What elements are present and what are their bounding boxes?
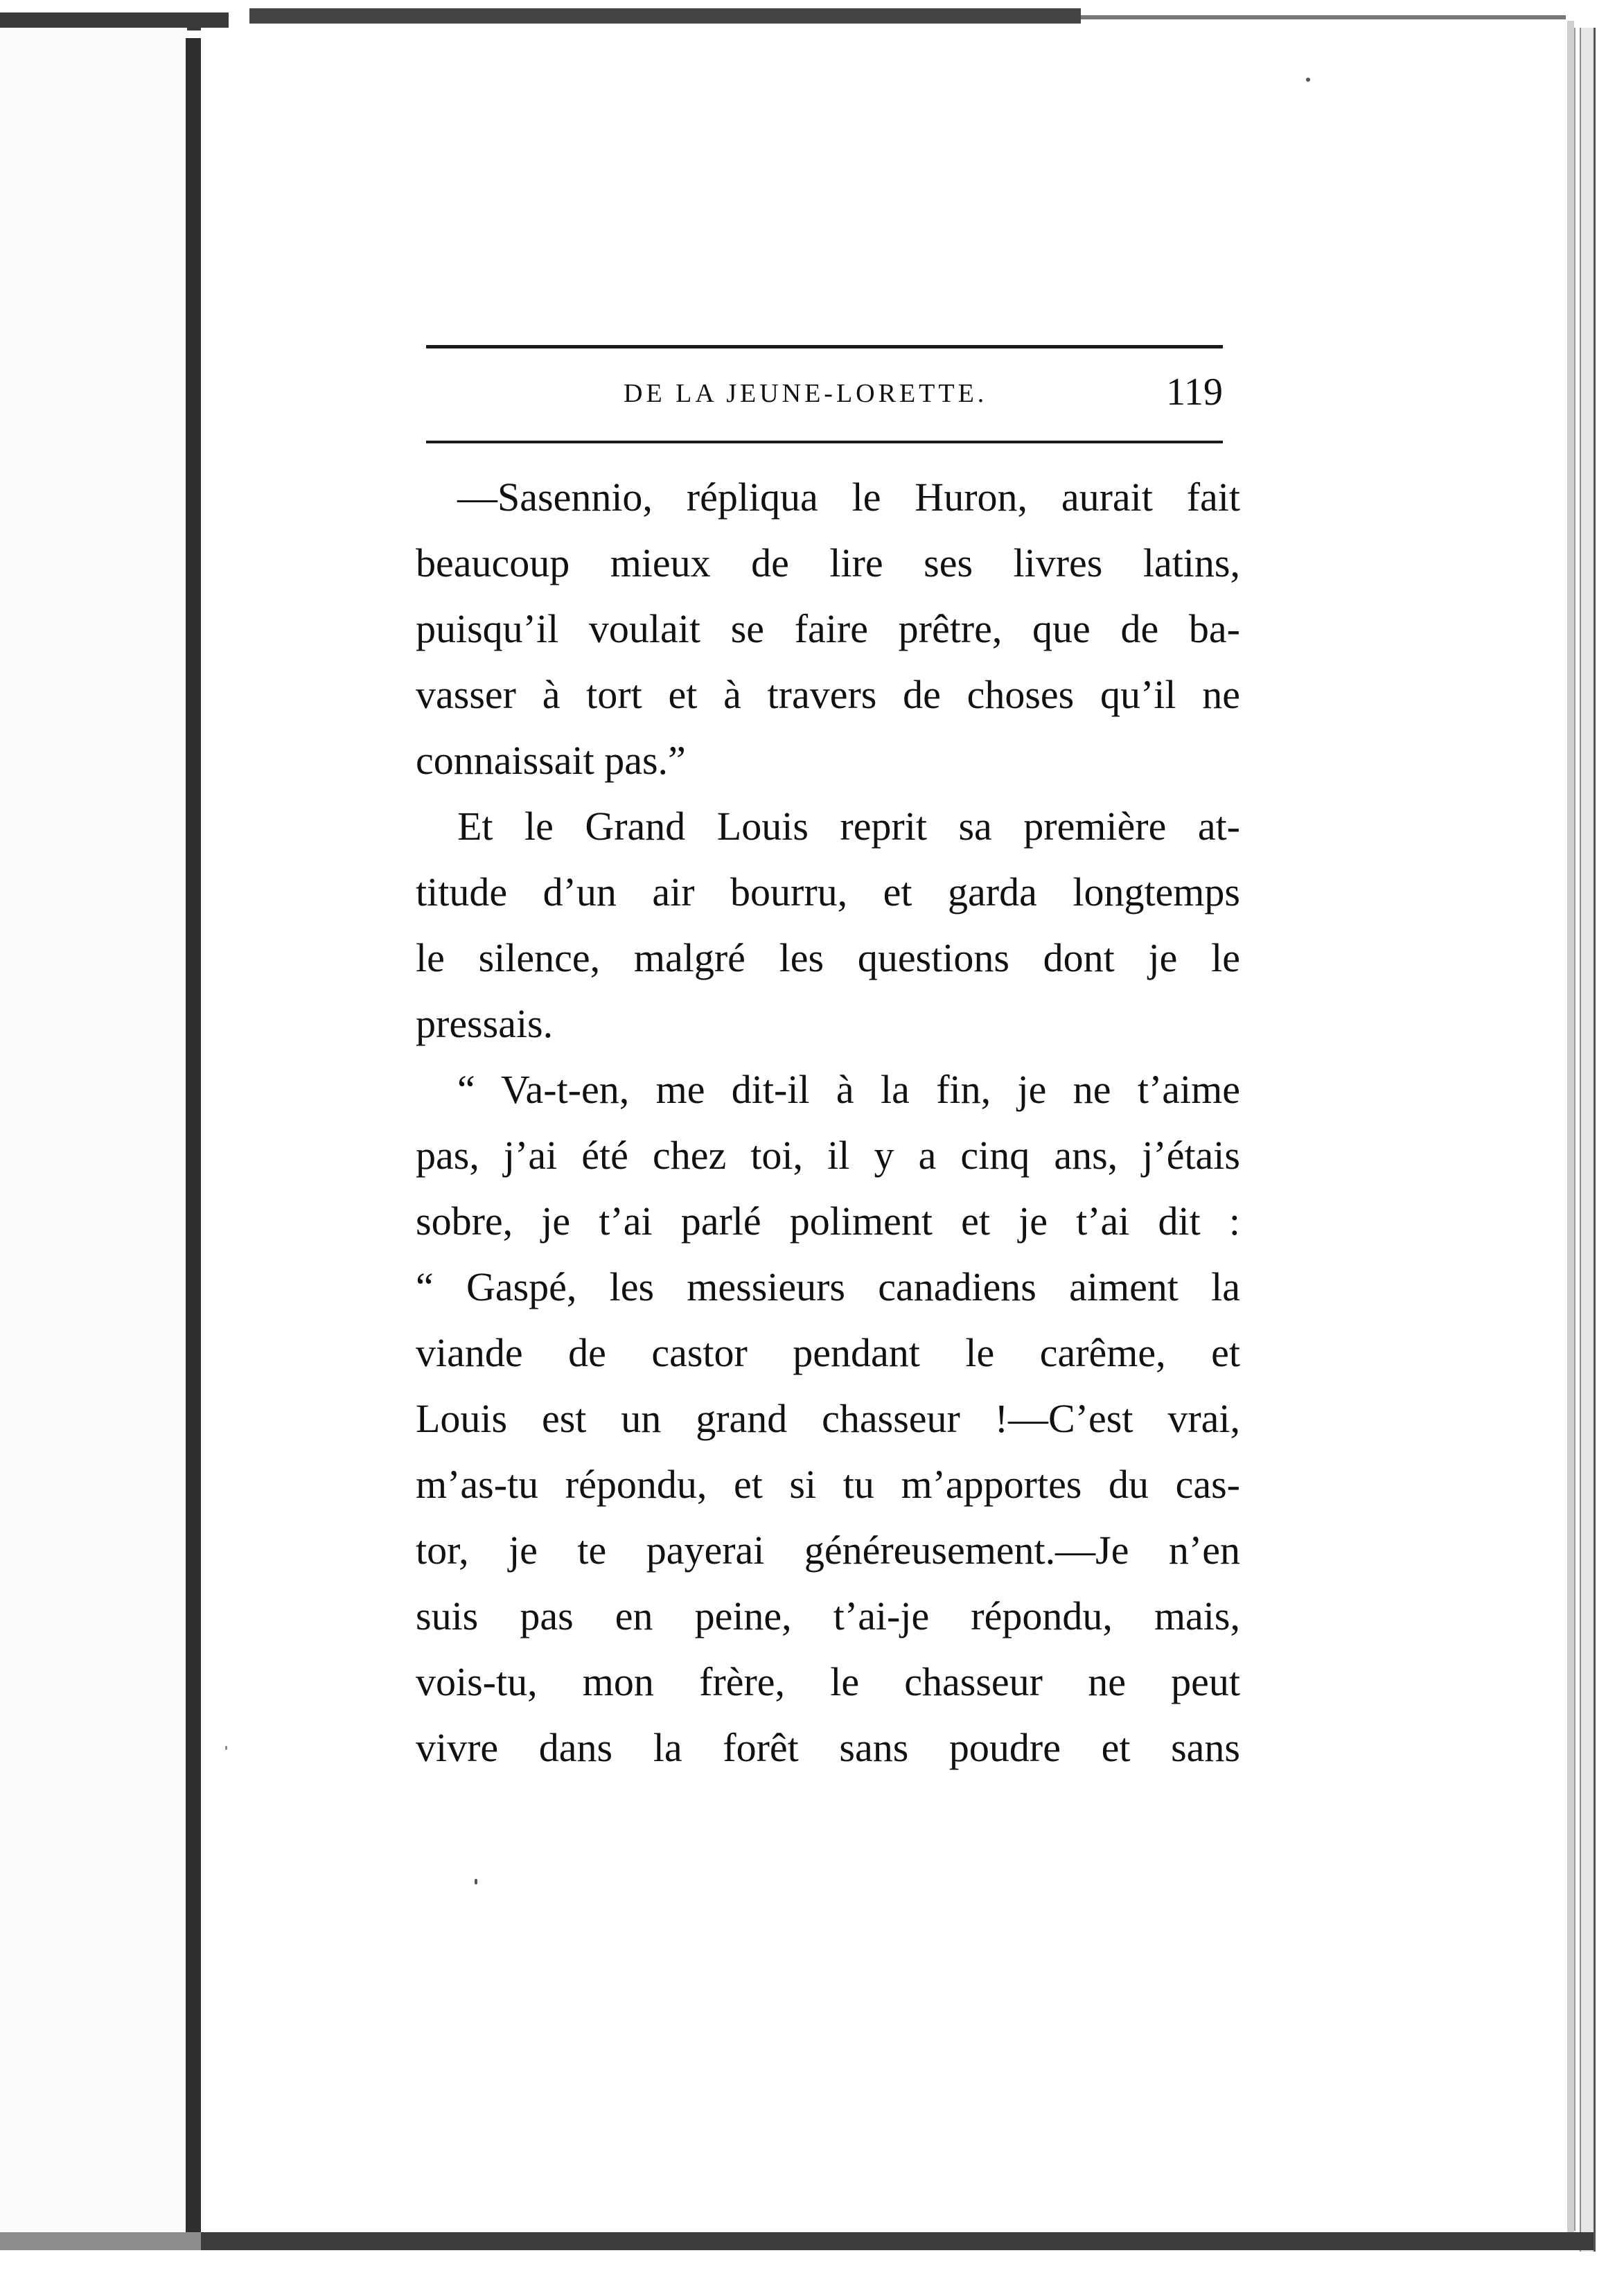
text-line: Louis est un grand chasseur !—C’est vrai, [416,1396,1240,1441]
text-line: pressais. [416,1001,554,1046]
header-bottom-rule [426,441,1223,443]
text-line: vois-tu, mon frère, le chasseur ne peut [416,1659,1240,1704]
text-line: vivre dans la forêt sans poudre et sans [416,1725,1240,1770]
page-bottom-edge [201,2232,1594,2250]
text-line: suis pas en peine, t’ai-je répondu, mais, [416,1593,1240,1638]
page-top-edge [249,8,1081,24]
text-line: le silence, malgré les questions dont je le [416,935,1240,980]
text-line: titude d’un air bourru, et garda longtemps [416,869,1240,914]
text-line: “ Va-t-en, me dit-il à la fin, je ne t’aime [457,1067,1240,1112]
text-line: sobre, je t’ai parlé poliment et je t’ai dit : [416,1199,1240,1244]
text-line: connaissait pas.” [416,738,686,783]
text-line: —Sasennio, répliqua le Huron, aurait fait [457,475,1240,520]
text-line: vasser à tort et à travers de choses qu’il ne [416,672,1240,717]
text-line: beaucoup mieux de lire ses livres latins, [416,540,1240,585]
scan-speck [225,1746,227,1750]
text-line: viande de castor pendant le carême, et [416,1330,1240,1375]
running-title: DE LA JEUNE-LORETTE. [624,379,988,408]
running-head [426,371,1223,416]
page-number: 119 [1166,371,1223,414]
facing-page-bottom-edge [0,2232,201,2250]
page-top-edge-thin [1081,15,1566,19]
text-line: tor, je te payerai généreusement.—Je n’en [416,1528,1240,1573]
page-stack-edge [1580,28,1596,2252]
scan-speck [475,1879,477,1884]
book-binding-shadow [186,38,201,2238]
text-line: puisqu’il voulait se faire prêtre, que de ba- [416,606,1240,651]
scan-speck [1306,78,1310,82]
text-line: Et le Grand Louis reprit sa première at- [457,804,1240,849]
header-top-rule [426,345,1223,348]
facing-page-margin [0,28,187,2231]
text-line: pas, j’ai été chez toi, il y a cinq ans, j’étais [416,1133,1240,1178]
text-line: “ Gaspé, les messieurs canadiens aiment la [416,1264,1240,1309]
text-line: m’as-tu répondu, et si tu m’apportes du cas- [416,1462,1240,1507]
body-text [416,464,1240,1780]
page-right-edge [1567,21,1574,2245]
